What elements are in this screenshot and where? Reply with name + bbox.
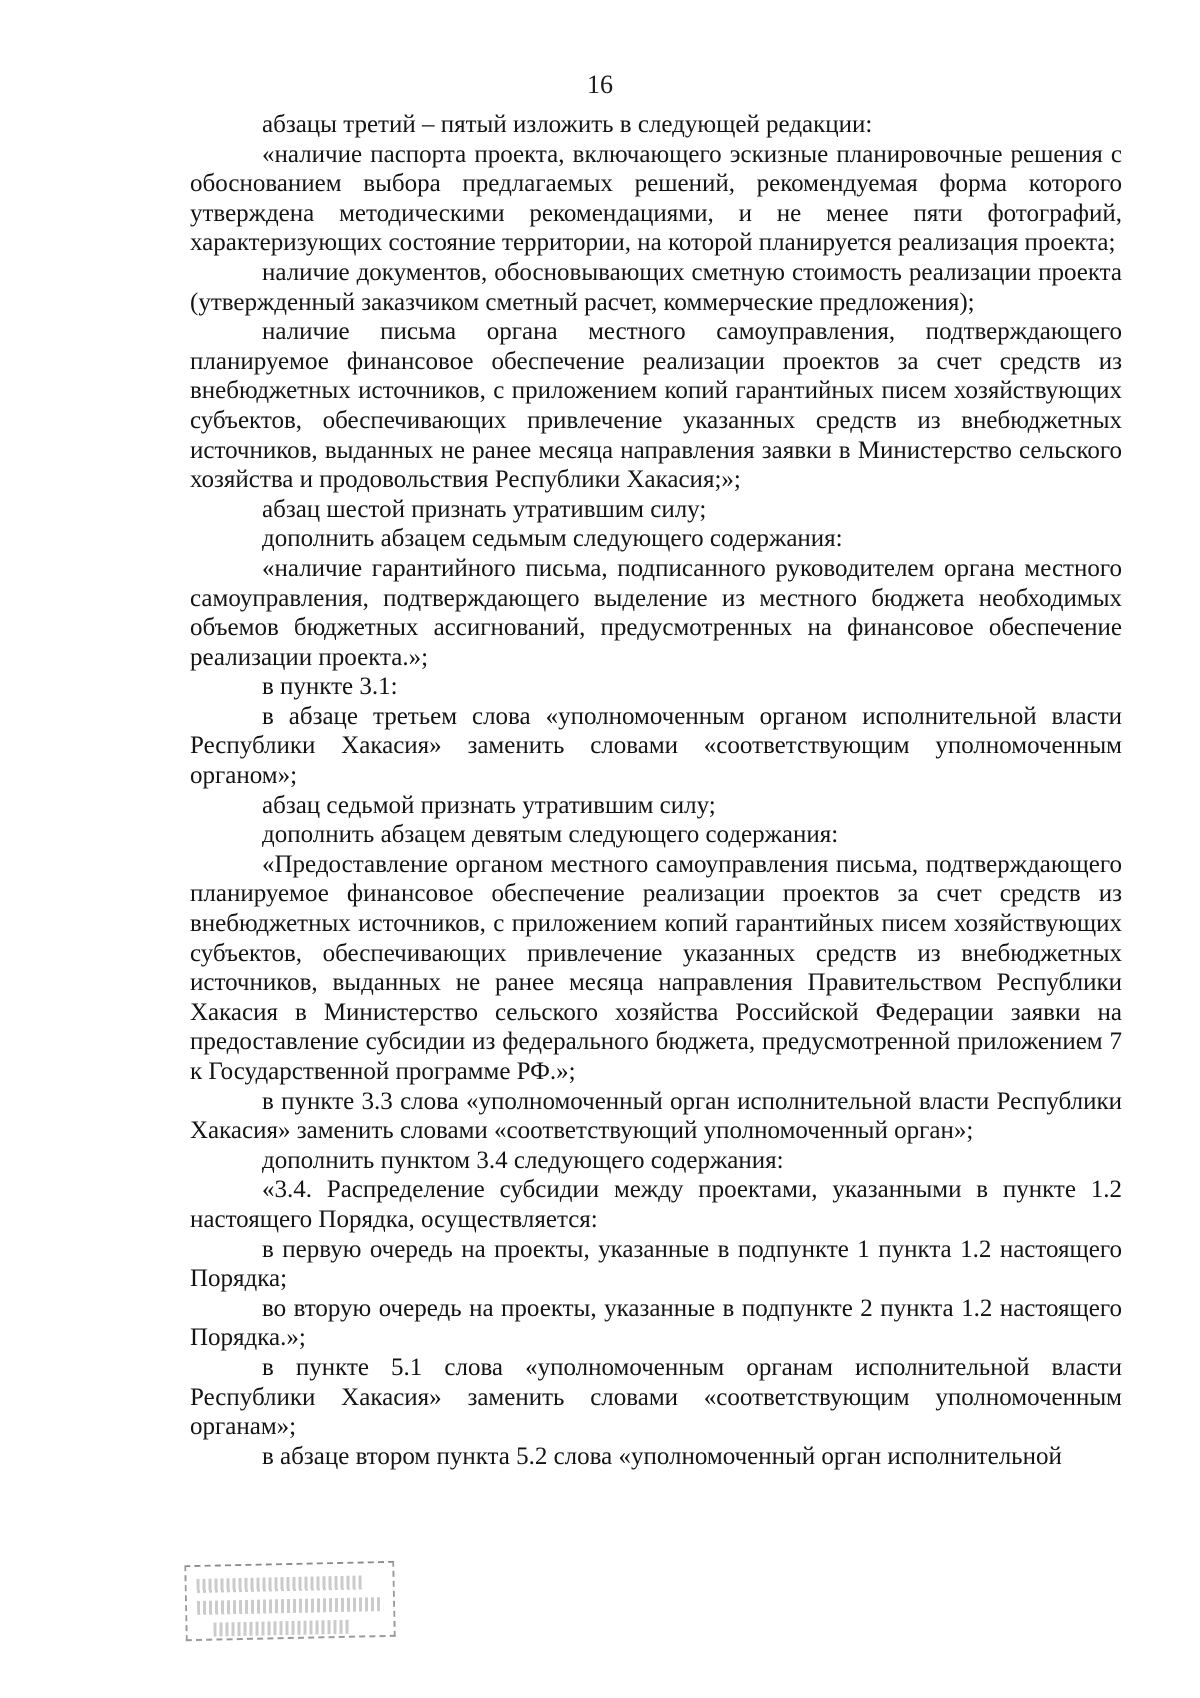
paragraph: дополнить абзацем девятым следующего содержания: — [262, 821, 839, 849]
stamp-line — [197, 1597, 383, 1615]
paragraph: в пункте 5.1 слова «уполномоченным органам исполнительной власти Республики Хакасия» заменить словами «соответствующим уполномоченным органам»; — [190, 1353, 1122, 1441]
paragraph: абзацы третий – пятый изложить в следующей редакции: — [262, 111, 873, 138]
paragraph: «наличие гарантийного письма, подписанного руководителем органа местного самоуправления, подтверждающего выделение из местного бюджета необходимых объемов бюджетных ассигнований, предусмотренных на финансовое обеспечение реализации проекта.»; — [190, 554, 1122, 671]
paragraph: во вторую очередь на проекты, указанные в подпункте 2 пункта 1.2 настоящего Порядка.»; — [190, 1294, 1122, 1352]
paragraph: «наличие паспорта проекта, включающего эскизные планировочные решения с обоснованием выбора предлагаемых решений, рекомендуемая форма которого утверждена методическими рекомендациями, и не менее пяти фотографий, характеризующих состояние территории, на которой планируется реализация проекта; — [190, 140, 1122, 257]
paragraph: «Предоставление органом местного самоуправления письма, подтверждающего планируемое финансовое обеспечение реализации проектов за счет средств из внебюджетных источников, с приложением копий гарантийных писем хозяйствующих субъектов, обеспечивающих привлечение указанных средств из внебюджетных источников, выданных не ранее месяца направления Правительством Республики Хакасия в Министерство сельского хозяйства Российской Федерации заявки на предоставление субсидии из федерального бюджета, предусмотренной приложением 7 к Государственной программе РФ.»; — [190, 850, 1122, 1085]
paragraph: абзац шестой признать утратившим силу; — [262, 495, 707, 523]
paragraph: «3.4. Распределение субсидии между проектами, указанными в пункте 1.2 настоящего Порядка, осуществляется: — [190, 1176, 1122, 1233]
paragraph: дополнить пунктом 3.4 следующего содержания: — [262, 1146, 784, 1174]
paragraph: в первую очередь на проекты, указанные в подпункте 1 пункта 1.2 настоящего Порядка; — [190, 1235, 1122, 1293]
paragraph: дополнить абзацем седьмым следующего содержания: — [262, 525, 843, 553]
paragraph: в абзаце втором пункта 5.2 слова «уполномоченный орган исполнительной — [262, 1442, 1062, 1470]
paragraph: в пункте 3.1: — [262, 673, 398, 701]
paragraph: абзац седьмой признать утратившим силу; — [262, 791, 716, 819]
faded-stamp — [184, 1561, 396, 1641]
paragraph: в абзаце третьем слова «уполномоченным органом исполнительной власти Республики Хакасия» заменить словами «соответствующим уполномоченным органом»; — [190, 702, 1122, 790]
paragraph: наличие письма органа местного самоуправления, подтверждающего планируемое финансовое обеспечение реализации проектов за счет средств из внебюджетных источников, с приложением копий гарантийных писем хозяйствующих субъектов, обеспечивающих привлечение указанных средств из внебюджетных источников, выданных не ранее месяца направления заявки в Министерство сельского хозяйства и продовольствия Республики Хакасия;»; — [190, 318, 1122, 494]
page-number: 16 — [587, 70, 613, 99]
paragraph: в пункте 3.3 слова «уполномоченный орган исполнительной власти Республики Хакасия» заменить словами «соответствующий уполномоченный орган»; — [190, 1087, 1122, 1145]
stamp-line — [197, 1575, 362, 1592]
stamp-line — [213, 1620, 349, 1637]
paragraph: наличие документов, обосновывающих сметную стоимость реализации проекта (утвержденный заказчиком сметный расчет, коммерческие предложения); — [190, 258, 1122, 316]
document-body — [190, 110, 1122, 1471]
